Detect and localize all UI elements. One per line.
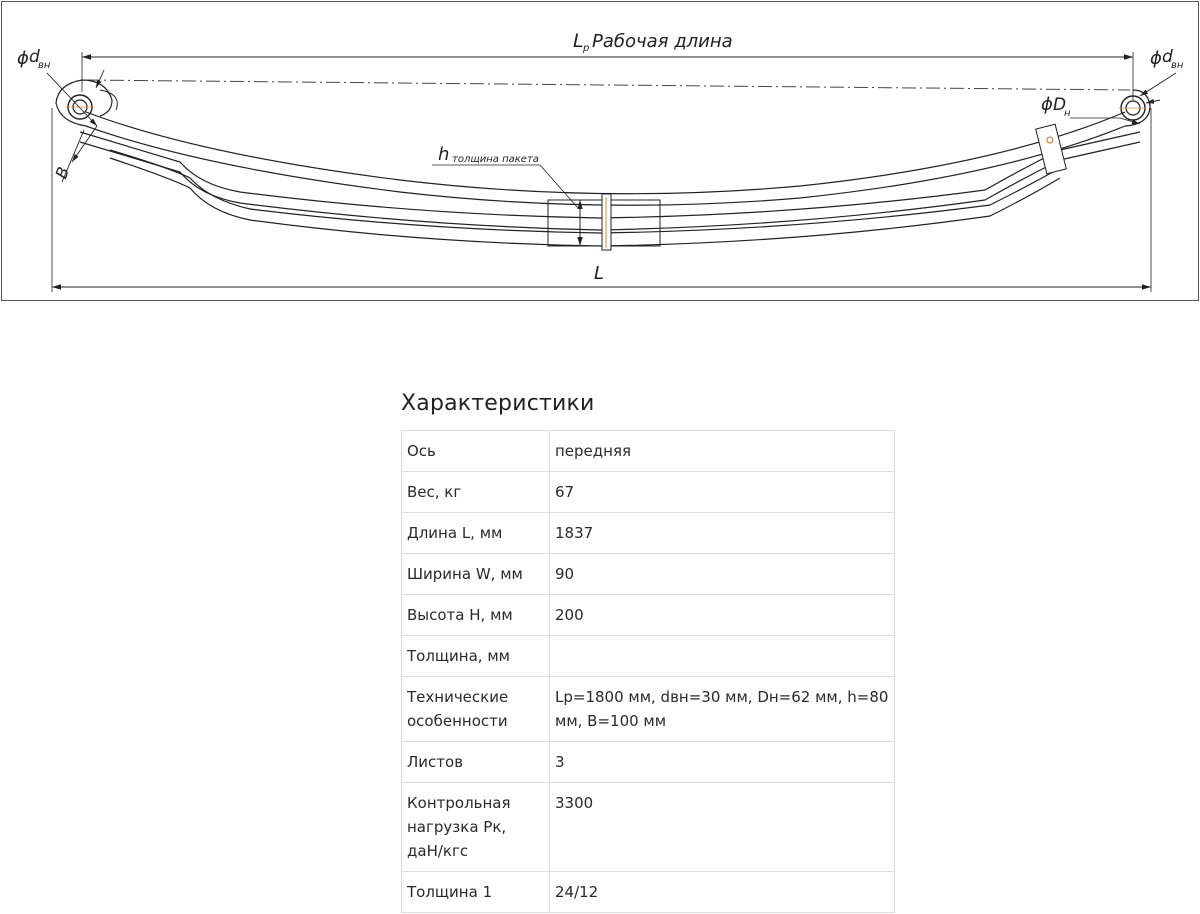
spec-value: 3 — [550, 742, 895, 783]
table-row — [402, 554, 895, 595]
spec-value: 1837 — [550, 513, 895, 554]
table-row — [402, 677, 895, 742]
outer-d-subscript: н — [1064, 108, 1071, 119]
lp-symbol: L — [573, 30, 584, 52]
specifications-section — [401, 388, 895, 913]
working-length-label: Рабочая длина — [592, 31, 733, 52]
spec-value — [550, 636, 895, 677]
spec-key: Длина L, мм — [402, 513, 550, 554]
spec-key: Ширина W, мм — [402, 554, 550, 595]
right-phi-label: ϕ — [1150, 48, 1162, 69]
spec-key: Технические особенности — [402, 677, 550, 742]
spec-value: передняя — [550, 431, 895, 472]
spec-key: Листов — [402, 742, 550, 783]
center-line — [86, 80, 1130, 90]
left-d-subscript: вн — [38, 60, 51, 71]
spec-value: Lp=1800 мм, dвн=30 мм, Dн=62 мм, h=80 мм, B=100 мм — [550, 677, 895, 742]
spec-key: Вес, кг — [402, 472, 550, 513]
spec-key: Ось — [402, 431, 550, 472]
specifications-table — [401, 430, 895, 913]
table-row — [402, 783, 895, 872]
width-b-label: B — [51, 164, 74, 182]
spec-value: 3300 — [550, 783, 895, 872]
table-row — [402, 431, 895, 472]
left-phi-label: ϕ — [17, 48, 29, 69]
table-row — [402, 595, 895, 636]
lp-subscript: р — [583, 43, 590, 54]
spec-key: Толщина 1 — [402, 872, 550, 913]
spec-value: 200 — [550, 595, 895, 636]
table-row — [402, 513, 895, 554]
spring-technical-drawing — [0, 0, 1200, 302]
spec-value: 24/12 — [550, 872, 895, 913]
table-row — [402, 636, 895, 677]
outer-d-label: D — [1053, 95, 1067, 115]
right-d-label: d — [1162, 47, 1173, 67]
outer-phi-label: ϕ — [1041, 94, 1053, 115]
table-row — [402, 872, 895, 913]
left-eye — [56, 80, 117, 126]
specifications-title: Характеристики — [401, 391, 595, 416]
spec-key: Толщина, мм — [402, 636, 550, 677]
h-label: h — [438, 144, 450, 165]
left-d-label: d — [29, 47, 40, 67]
h-caption: толщина пакета — [452, 154, 539, 165]
table-row — [402, 472, 895, 513]
spec-key: Контрольная нагрузка Рк, даН/кгс — [402, 783, 550, 872]
right-d-subscript: вн — [1171, 60, 1184, 71]
leaf-spring-drawing — [0, 0, 1200, 302]
total-length-label: L — [594, 263, 605, 284]
spec-key: Высота H, мм — [402, 595, 550, 636]
spec-value: 67 — [550, 472, 895, 513]
spec-value: 90 — [550, 554, 895, 595]
table-row — [402, 742, 895, 783]
